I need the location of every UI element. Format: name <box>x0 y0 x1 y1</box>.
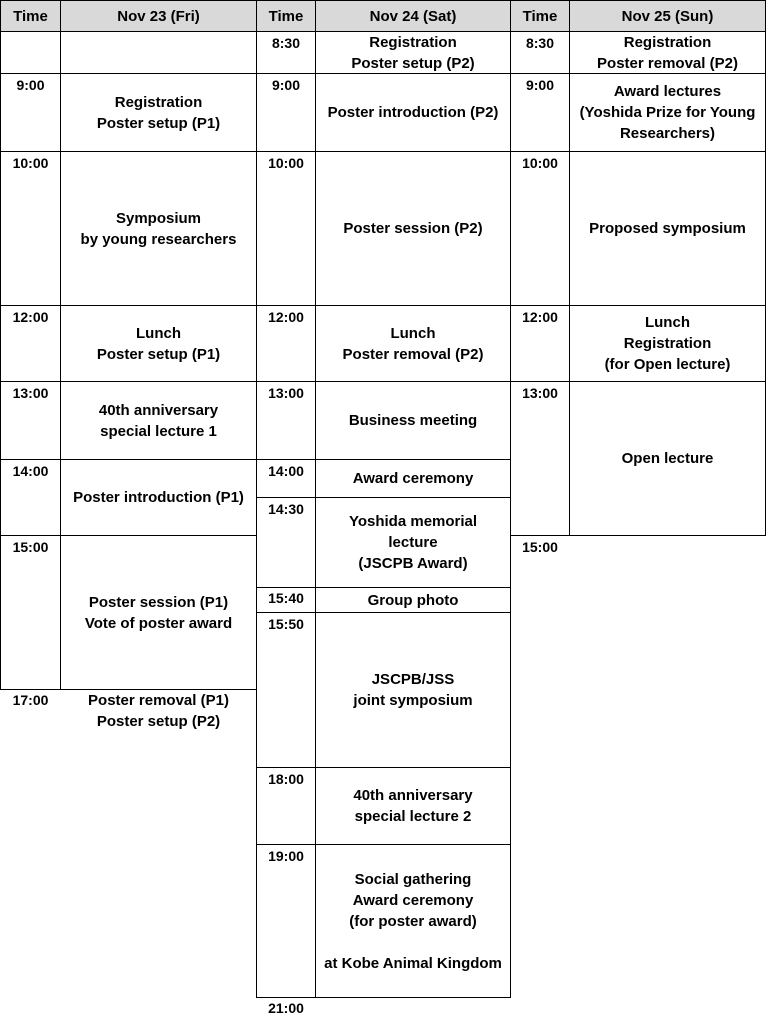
sun-event-cell <box>569 381 766 536</box>
sat-event-text: Business meeting <box>348 412 478 429</box>
sun-time-cell: 12:00 <box>510 305 570 382</box>
sat-event-cell <box>315 844 511 998</box>
sat-event-cell <box>315 31 511 74</box>
sat-event-cell <box>315 587 511 613</box>
header-time-sat: Time <box>256 0 316 32</box>
sat-time-cell: 14:30 <box>256 497 316 588</box>
sat-event-cell <box>315 151 511 306</box>
sun-time-cell: 10:00 <box>510 151 570 306</box>
fri-event-cell <box>60 151 257 306</box>
sat-time-cell: 15:50 <box>256 612 316 768</box>
header-time-sun: Time <box>510 0 570 32</box>
sat-event-text: 40th anniversary special lecture 2 <box>353 787 473 825</box>
sat-event-cell <box>315 381 511 460</box>
sun-event-cell <box>569 305 766 382</box>
fri-event-text: Poster session (P1) Vote of poster award <box>84 593 233 632</box>
sat-event-text: Group photo <box>367 591 459 609</box>
sat-time-cell: 13:00 <box>256 381 316 460</box>
sat-time-label: 21:00 <box>268 1000 304 1016</box>
fri-event-text: Lunch Poster setup (P1) <box>96 324 221 363</box>
fri-time-cell: 9:00 <box>0 73 61 152</box>
fri-time-cell: 14:00 <box>0 459 61 536</box>
header-day-sat: Nov 24 (Sat) <box>315 0 511 32</box>
sat-event-cell <box>315 767 511 845</box>
sat-event-cell <box>315 612 511 768</box>
fri-time-cell: 10:00 <box>0 151 61 306</box>
sat-event-text: Registration Poster setup (P2) <box>351 33 475 72</box>
sun-time-cell: 9:00 <box>510 73 570 152</box>
fri-event-empty <box>60 31 257 74</box>
fri-event-text: Poster removal (P1) Poster setup (P2) <box>88 692 229 730</box>
fri-time-cell: 12:00 <box>0 305 61 382</box>
sun-event-text: Proposed symposium <box>589 220 746 237</box>
sat-time-cell: 10:00 <box>256 151 316 306</box>
sun-event-text: Lunch Registration (for Open lecture) <box>604 314 731 373</box>
sat-time-cell: 19:00 <box>256 844 316 998</box>
sun-time-cell: 8:30 <box>510 31 570 74</box>
sat-event-text: Poster introduction (P2) <box>327 104 499 121</box>
sat-time-cell: 15:40 <box>256 587 316 613</box>
fri-event-text: Poster introduction (P1) <box>73 489 244 506</box>
sat-event-text: Yoshida memorial lecture (JSCPB Award) <box>348 513 478 572</box>
sat-event-cell <box>315 459 511 498</box>
fri-event-cell <box>60 535 257 690</box>
sat-time-cell: 18:00 <box>256 767 316 845</box>
sat-event-cell <box>315 73 511 152</box>
fri-event-text: Symposium by young researchers <box>80 209 237 248</box>
fri-event-cell <box>60 73 257 152</box>
sun-time-label: 15:00 <box>522 539 558 555</box>
fri-event-cell <box>60 459 257 536</box>
sat-event-text: Lunch Poster removal (P2) <box>342 324 484 363</box>
header-time-fri: Time <box>0 0 61 32</box>
sat-time-cell: 8:30 <box>256 31 316 74</box>
sun-event-cell <box>569 151 766 306</box>
sun-event-cell <box>569 31 766 74</box>
fri-time-cell: 15:00 <box>0 535 61 690</box>
header-day-fri: Nov 23 (Fri) <box>60 0 257 32</box>
sat-event-cell <box>315 305 511 382</box>
sat-time-cell: 9:00 <box>256 73 316 152</box>
sun-event-cell <box>569 73 766 152</box>
fri-event-cell <box>60 305 257 382</box>
sat-event-text: JSCPB/JSS joint symposium <box>353 671 473 709</box>
sun-event-text: Registration Poster removal (P2) <box>597 33 738 72</box>
fri-event-text: Registration Poster setup (P1) <box>96 93 221 132</box>
sat-event-text: Social gathering Award ceremony (for poster award) at Kobe Animal Kingdom <box>324 870 502 972</box>
sat-event-text: Poster session (P2) <box>343 220 483 237</box>
sat-time-cell: 14:00 <box>256 459 316 498</box>
fri-time-cell: 13:00 <box>0 381 61 460</box>
sat-time-cell: 12:00 <box>256 305 316 382</box>
fri-time-label: 17:00 <box>12 692 49 708</box>
fri-event-text: 40th anniversary special lecture 1 <box>98 401 219 440</box>
sun-event-text: Open lecture <box>621 450 714 467</box>
sun-time-cell: 13:00 <box>510 381 570 536</box>
fri-event-cell <box>60 381 257 460</box>
header-day-sun: Nov 25 (Sun) <box>569 0 766 32</box>
sat-event-text: Award ceremony <box>352 470 474 487</box>
fri-time-empty <box>0 31 61 74</box>
sun-event-text: Award lectures (Yoshida Prize for Young Researchers) <box>579 83 756 142</box>
sat-event-cell <box>315 497 511 588</box>
